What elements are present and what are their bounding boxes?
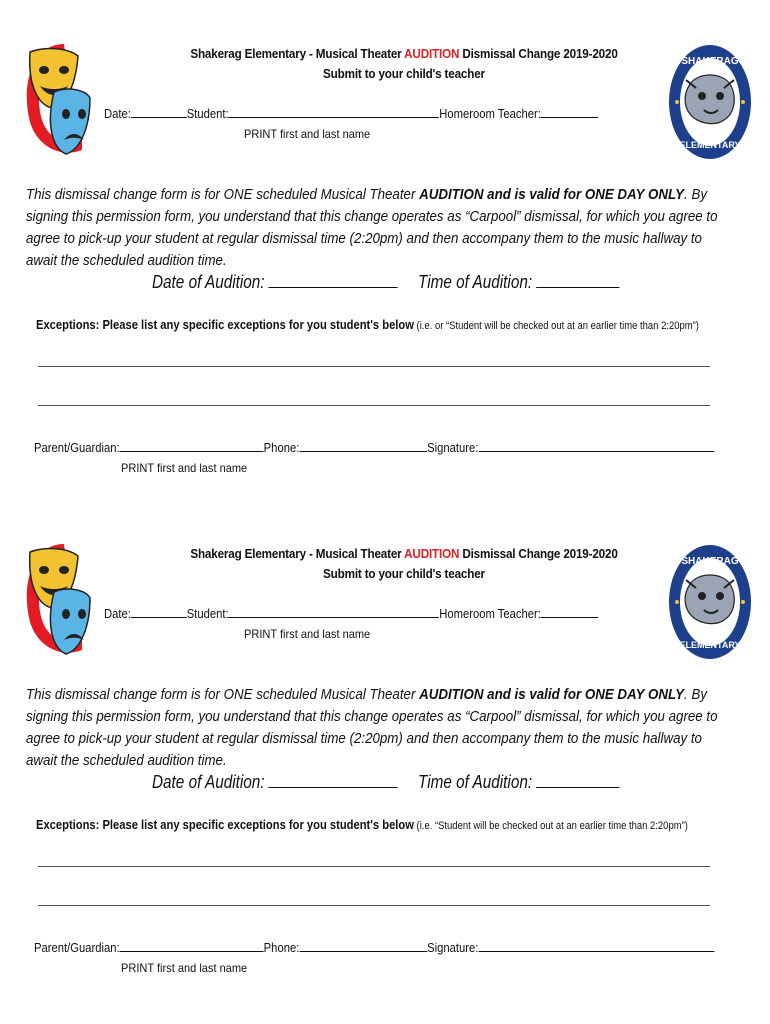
student-info-line — [104, 106, 599, 121]
parent-name-field[interactable] — [120, 440, 264, 452]
exceptions-note: (i.e. “Student will be checked out at an earlier time than 2:20pm”) — [413, 820, 688, 832]
signature-label: Signature: — [427, 941, 479, 955]
date-field[interactable] — [131, 106, 187, 118]
seal-text-bottom: ELEMENTARY — [679, 640, 741, 650]
exceptions-label: Exceptions: Please list any specific exceptions for you student's below — [36, 817, 414, 832]
time-of-audition — [418, 272, 620, 293]
parent-label: Parent/Guardian: — [34, 941, 120, 955]
school-seal-icon — [668, 544, 752, 660]
title-suffix: Dismissal Change 2019-2020 — [459, 46, 618, 61]
signature-label: Signature: — [427, 441, 479, 455]
time-of-audition — [418, 772, 620, 793]
exceptions-heading — [36, 817, 688, 832]
parent-print-note: PRINT first and last name — [121, 461, 248, 475]
seal-text-top: SHAKERAG — [681, 556, 739, 567]
form-subtitle: Submit to your child's teacher — [323, 566, 485, 581]
date-field[interactable] — [131, 606, 187, 618]
parent-label: Parent/Guardian: — [34, 441, 120, 455]
dismissal-form-1 — [0, 0, 770, 500]
title-prefix: Shakerag Elementary - Musical Theater — [190, 46, 405, 61]
print-name-note: PRINT first and last name — [244, 627, 371, 641]
time-of-audition-field[interactable] — [536, 273, 619, 288]
exceptions-line-2[interactable] — [38, 405, 710, 406]
homeroom-teacher-field[interactable] — [541, 606, 599, 618]
time-of-audition-label: Time of Audition: — [418, 272, 533, 292]
date-label: Date: — [104, 607, 131, 621]
date-label: Date: — [104, 107, 131, 121]
exceptions-note: (i.e. or “Student will be checked out at an earlier time than 2:20pm”) — [413, 320, 699, 332]
paragraph-part1: This dismissal change form is for ONE scheduled Musical Theater — [26, 186, 420, 203]
form-title — [130, 544, 677, 584]
paragraph-bold: AUDITION and is valid for ONE DAY ONLY — [419, 686, 685, 703]
student-name-field[interactable] — [229, 106, 440, 118]
date-of-audition-field[interactable] — [269, 773, 398, 788]
exceptions-line-1[interactable] — [38, 866, 710, 867]
title-highlight: AUDITION — [404, 46, 460, 61]
date-of-audition-label: Date of Audition: — [152, 772, 265, 792]
seal-text-top: SHAKERAG — [681, 56, 739, 67]
theater-masks-icon — [24, 42, 92, 158]
exceptions-heading — [36, 317, 699, 332]
parent-name-field[interactable] — [120, 940, 264, 952]
date-of-audition — [152, 772, 398, 793]
paragraph-bold: AUDITION and is valid for ONE DAY ONLY — [419, 186, 685, 203]
student-info-line — [104, 606, 599, 621]
exceptions-line-1[interactable] — [38, 366, 710, 367]
student-label: Student: — [186, 107, 229, 121]
paragraph-part2: . By signing this permission form, you understand that this change operates as “Carpool” dismissal, for which you agree to agree to pick-up your student at regular dismissal time (2:20pm) and then accompany them to the music hallway to await the scheduled audition time. — [26, 186, 718, 269]
paragraph-part2: . By signing this permission form, you understand that this change operates as “Carpool” dismissal, for which you agree to agree to pick-up your student at regular dismissal time (2:20pm) and then accompany them to the music hallway to await the scheduled audition time. — [26, 686, 718, 769]
seal-text-bottom: ELEMENTARY — [679, 140, 741, 150]
permission-paragraph — [26, 184, 719, 272]
phone-label: Phone: — [263, 441, 300, 455]
form-title — [130, 44, 677, 84]
date-of-audition — [152, 272, 398, 293]
homeroom-label: Homeroom Teacher: — [439, 107, 541, 121]
student-name-field[interactable] — [229, 606, 440, 618]
exceptions-label: Exceptions: Please list any specific exceptions for you student's below — [36, 317, 414, 332]
signature-field[interactable] — [478, 440, 714, 452]
parent-print-note: PRINT first and last name — [121, 961, 248, 975]
signature-field[interactable] — [478, 940, 714, 952]
title-suffix: Dismissal Change 2019-2020 — [459, 546, 618, 561]
dismissal-form-2 — [0, 500, 770, 1000]
form-subtitle: Submit to your child's teacher — [323, 66, 485, 81]
time-of-audition-label: Time of Audition: — [418, 772, 533, 792]
print-name-note: PRINT first and last name — [244, 127, 371, 141]
phone-label: Phone: — [263, 941, 300, 955]
student-label: Student: — [186, 607, 229, 621]
signature-line — [34, 940, 714, 955]
permission-paragraph — [26, 684, 719, 772]
date-of-audition-field[interactable] — [269, 273, 398, 288]
homeroom-teacher-field[interactable] — [541, 106, 599, 118]
signature-line — [34, 440, 714, 455]
paragraph-part1: This dismissal change form is for ONE scheduled Musical Theater — [26, 686, 420, 703]
exceptions-line-2[interactable] — [38, 905, 710, 906]
school-seal-icon — [668, 44, 752, 160]
homeroom-label: Homeroom Teacher: — [439, 607, 541, 621]
theater-masks-icon — [24, 542, 92, 658]
date-of-audition-label: Date of Audition: — [152, 272, 265, 292]
title-highlight: AUDITION — [404, 546, 460, 561]
title-prefix: Shakerag Elementary - Musical Theater — [190, 546, 405, 561]
phone-field[interactable] — [299, 940, 427, 952]
phone-field[interactable] — [299, 440, 427, 452]
time-of-audition-field[interactable] — [536, 773, 619, 788]
